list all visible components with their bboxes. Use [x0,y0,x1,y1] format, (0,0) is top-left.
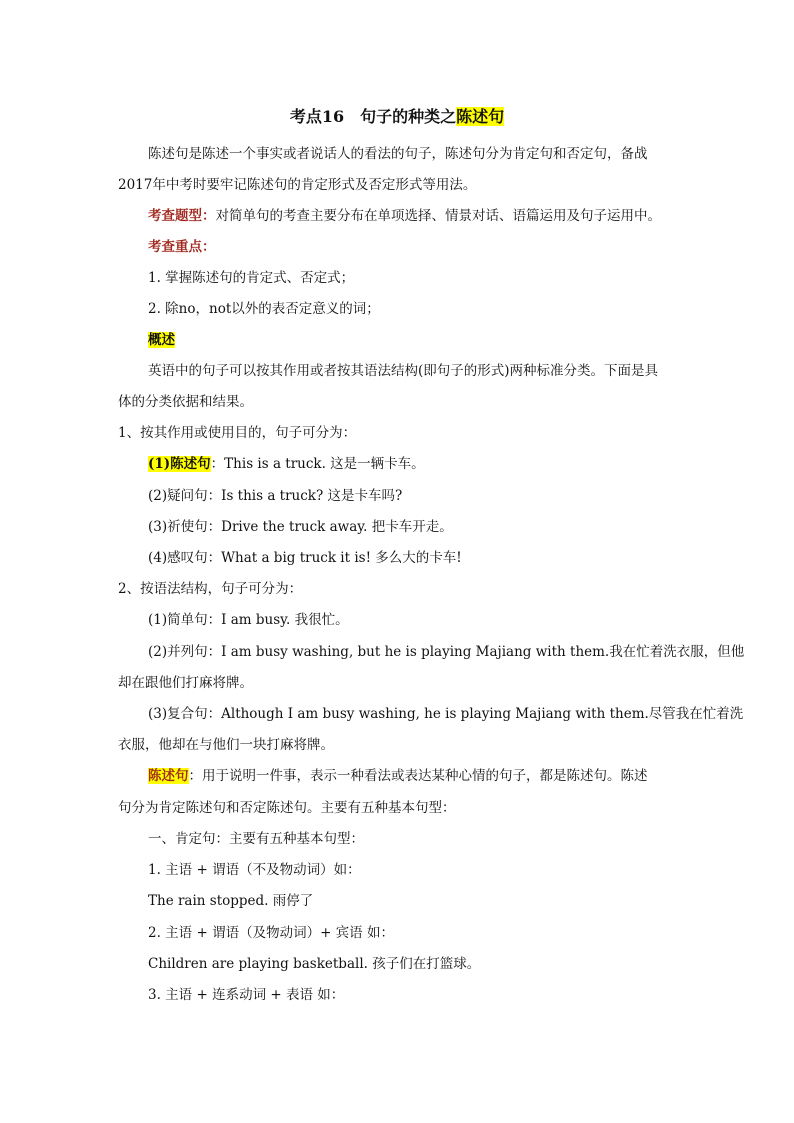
exam-types [148,206,661,226]
pattern-2: 2. 主语 + 谓语（及物动词）+ 宾语 如： [148,925,394,941]
by-structure-compound-2: 却在跟他们打麻将牌。 [118,675,253,691]
pattern-3: 3. 主语 + 连系动词 + 表语 如： [148,987,345,1003]
exam-types-label: 考查题型： [148,208,216,224]
exam-focus-item: 2. 除no，not以外的表否定意义的词； [148,301,380,317]
title-prefix: 考点16 句子的种类之 [289,107,457,126]
declarative-line-2: 句分为肯定陈述句和否定陈述句。主要有五种基本句型： [118,800,456,816]
exam-focus-label: 考查重点： [148,239,216,255]
overview-line-2: 体的分类依据和结果。 [118,394,253,410]
intro-line-2: 2017年中考时要牢记陈述句的肯定形式及否定形式等用法。 [118,177,477,193]
intro-line-1: 陈述句是陈述一个事实或者说话人的看法的句子，陈述句分为肯定句和否定句，备战 [148,146,648,162]
exam-focus-item: 1. 掌握陈述句的肯定式、否定式； [148,270,355,286]
overview-line-1: 英语中的句子可以按其作用或者按其语法结构(即句子的形式)两种标准分类。下面是具 [148,363,659,379]
example-1: The rain stopped. 雨停了 [148,893,314,909]
by-structure-heading: 2、按语法结构，句子可分为： [118,581,303,597]
by-use-item: (3)祈使句：Drive the truck away. 把卡车开走。 [148,519,453,535]
by-use-heading: 1、按其作用或使用目的，句子可分为： [118,425,357,441]
by-structure-simple: (1)简单句：I am busy. 我很忙。 [148,612,349,628]
affirmative-heading: 一、肯定句：主要有五种基本句型： [148,831,364,847]
exam-types-text: 对简单句的考查主要分布在单项选择、情景对话、语篇运用及句子运用中。 [215,208,661,224]
by-structure-compound-1: (2)并列句：I am busy washing, but he is playing Majiang with them.我在忙着洗衣服，但他 [148,644,745,660]
overview-label: 概述 [148,332,175,348]
declarative-text: ：用于说明一件事，表示一种看法或表达某种心情的句子，都是陈述句。陈述 [188,768,648,784]
declarative-label: 陈述句 [148,768,189,784]
by-use-first-label: (1)陈述句 [148,456,211,472]
declarative-line-1 [148,766,648,786]
example-2: Children are playing basketball. 孩子们在打篮球。 [148,956,481,972]
by-use-item: (2)疑问句：Is this a truck? 这是卡车吗? [148,488,403,504]
overview-label-line [148,330,175,350]
title-highlight: 陈述句 [456,107,505,126]
by-use-first-text: ：This is a truck. 这是一辆卡车。 [210,456,425,472]
by-structure-complex-1: (3)复合句：Although I am busy washing, he is playing Majiang with them.尽管我在忙着洗 [148,706,744,722]
pattern-1: 1. 主语 + 谓语（不及物动词）如： [148,862,361,878]
page-title [0,104,794,130]
by-use-item-declarative [148,454,425,474]
by-structure-complex-2: 衣服，他却在与他们一块打麻将牌。 [118,737,334,753]
by-use-item: (4)感叹句：What a big truck it is! 多么大的卡车! [148,550,462,566]
